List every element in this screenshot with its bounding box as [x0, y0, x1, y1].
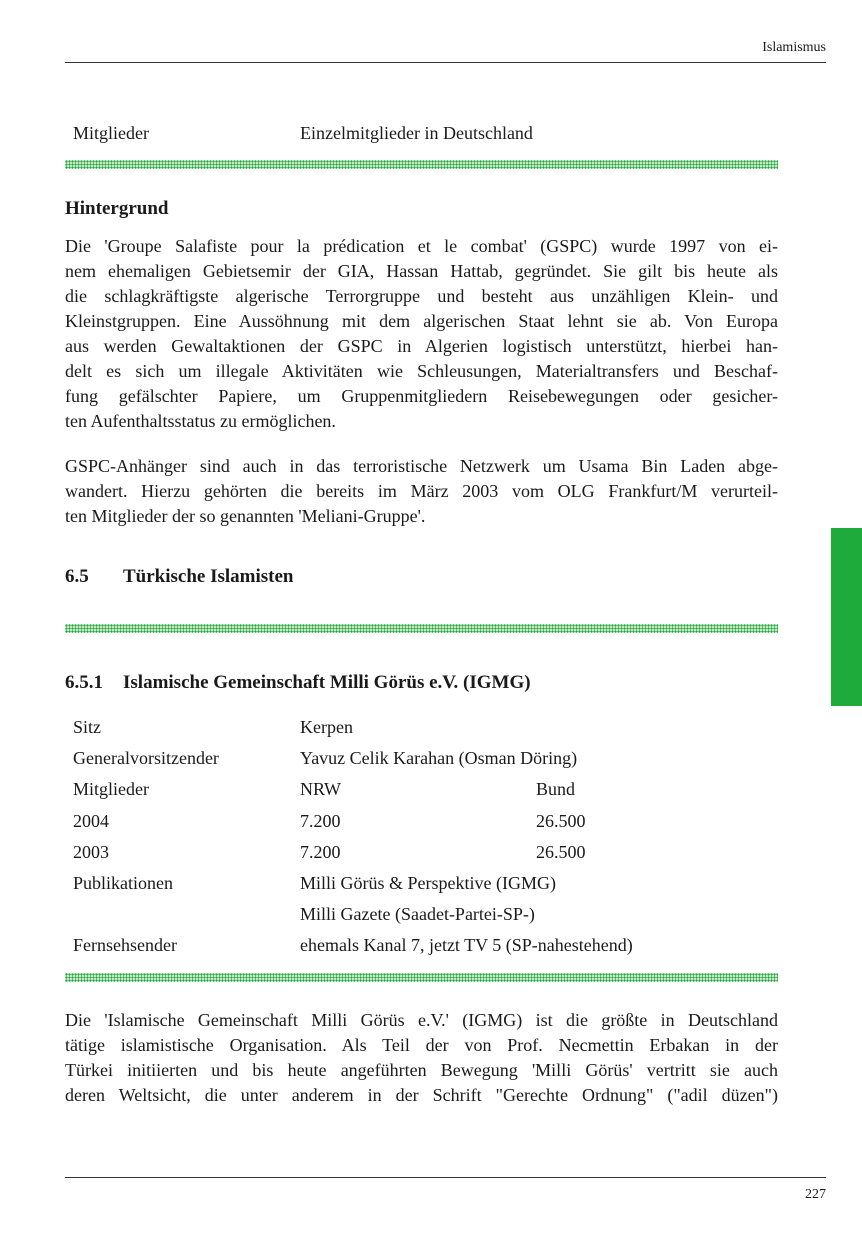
year-cell: 2004 [73, 811, 109, 831]
text-line: fung gefälschter Papiere, um Gruppenmitgliedern Reisebewegungen oder gesicher- [65, 386, 778, 406]
nrw-cell: 7.200 [300, 811, 341, 831]
paragraph-gspc-network [65, 454, 778, 529]
header-rule [65, 62, 826, 63]
text-line: delt es sich um illegale Aktivitäten wie Schleusungen, Materialtransfers und Beschaf- [65, 361, 778, 381]
text-line: aus werden Gewaltaktionen der GSPC in Algerien logistisch unterstützt, hierbei han- [65, 336, 778, 356]
paragraph-gspc [65, 234, 778, 434]
text-line: Kleinstgruppen. Eine Aussöhnung mit dem algerischen Staat lehnt sie ab. Von Europa [65, 311, 778, 331]
members-value: Einzelmitglieder in Deutschland [300, 123, 533, 143]
chair-label: Generalvorsitzender [73, 748, 219, 768]
section-title: Türkische Islamisten [123, 566, 294, 587]
text-line: tätige islamistische Organisation. Als Teil der von Prof. Necmettin Erbakan in der [65, 1035, 778, 1055]
text-line: nem ehemaligen Gebietsemir der GIA, Hassan Hattab, gegründet. Sie gilt bis heute als [65, 261, 778, 281]
paragraph-igmg [65, 1008, 778, 1108]
column-header-nrw: NRW [300, 779, 342, 799]
text-line: ten Aufenthaltsstatus zu ermöglichen. [65, 411, 336, 431]
text-line: Türkei initiierten und bis heute angeführten Bewegung 'Milli Görüs' vertritt sie auch [65, 1060, 778, 1080]
sitz-label: Sitz [73, 717, 102, 737]
year-cell: 2003 [73, 842, 109, 862]
text-line: GSPC-Anhänger sind auch in das terroristische Netzwerk um Usama Bin Laden abge- [65, 456, 778, 476]
section-heading-6-5-1 [65, 671, 531, 695]
text-line: deren Weltsicht, die unter anderem in der Schrift "Gerechte Ordnung" ("adil düzen") [65, 1085, 778, 1105]
column-header-bund: Bund [536, 779, 576, 799]
text-line: ten Mitglieder der so genannten 'Meliani-Gruppe'. [65, 506, 426, 526]
dotted-separator [65, 624, 778, 633]
section-title: Islamische Gemeinschaft Milli Görüs e.V. (IGMG) [123, 672, 531, 693]
publications-label: Publikationen [73, 873, 173, 893]
text-line: Die 'Islamische Gemeinschaft Milli Görüs e.V.' (IGMG) ist die größte in Deutschland [65, 1010, 778, 1030]
tv-value: ehemals Kanal 7, jetzt TV 5 (SP-nahestehend) [300, 935, 633, 955]
bund-cell: 26.500 [536, 842, 586, 862]
members-label: Mitglieder [73, 779, 149, 799]
sitz-value: Kerpen [300, 717, 353, 737]
dotted-separator [65, 973, 778, 982]
text-line: die schlagkräftigste algerische Terrorgruppe und besteht aus unzähligen Klein- und [65, 286, 778, 306]
section-heading-hintergrund: Hintergrund [65, 198, 169, 219]
section-heading-6-5 [65, 565, 294, 589]
nrw-cell: 7.200 [300, 842, 341, 862]
tv-label: Fernsehsender [73, 935, 177, 955]
section-number: 6.5 [65, 566, 89, 587]
footer-rule [65, 1177, 826, 1178]
members-label: Mitglieder [73, 123, 149, 143]
text-line: Die 'Groupe Salafiste pour la prédication et le combat' (GSPC) wurde 1997 von ei- [65, 236, 778, 256]
text-line: wandert. Hierzu gehörten die bereits im März 2003 vom OLG Frankfurt/M verurteil- [65, 481, 778, 501]
bund-cell: 26.500 [536, 811, 586, 831]
publication-value: Milli Gazete (Saadet-Partei-SP-) [300, 904, 535, 924]
running-title: Islamismus [762, 40, 826, 55]
page-number: 227 [805, 1187, 826, 1202]
chair-value: Yavuz Celik Karahan (Osman Döring) [300, 748, 578, 768]
chapter-thumb-tab [831, 528, 862, 706]
dotted-separator [65, 160, 778, 169]
section-number: 6.5.1 [65, 672, 103, 693]
publication-value: Milli Görüs & Perspektive (IGMG) [300, 873, 556, 893]
